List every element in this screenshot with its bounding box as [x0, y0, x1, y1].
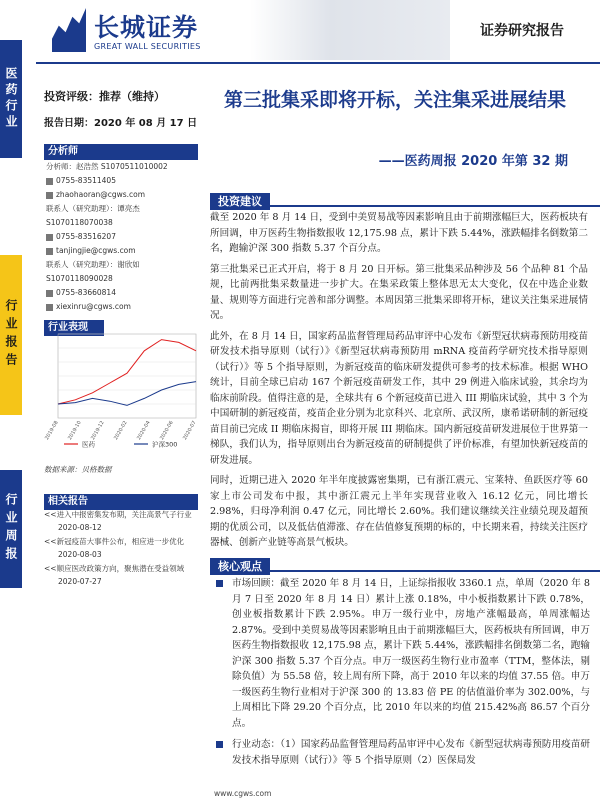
contact-id: S1070118070038 [46, 218, 113, 227]
analyst-info [46, 160, 200, 314]
related-report-item[interactable]: <<顺应医改政策方向，聚焦潜在受益领域 2020-07-27 [44, 564, 185, 586]
chart-svg [44, 330, 200, 450]
core-bullet: 行业动态：（1）国家药品监督管理局药品审评中心发布《新型冠状病毒预防用疫苗研发技术指导原则（试行）》等 5 个指导原则（2）医保局发 [214, 737, 590, 768]
contact-email-2[interactable]: xiexinru@cgws.com [46, 300, 200, 314]
core-bullet: 市场回顾：截至 2020 年 8 月 14 日，上证综指报收 3360.1 点，单周（2020 年 8 月 7 日至 2020 年 8 月 14 日）累计上涨 0.18%，中小板指数累计下跌 0.78%，创业板指数累计下跌 2.95%。申万一级行业中，房地产涨幅最高，单周涨幅达 2.87%。受到中美贸易战等因素影响且由于前期涨幅巨大，医药板块有所回调，申万医药生物指数报收 12,175.98 点，累计下跌 5.44%，涨跌幅排名倒数第二名，跑输沪深 300 指数 5.37 个百分点。申万一级医药生物行业市盈率（TTM，整体法，剔除负值）为 55.58 倍，较上周有所下降，高于 2010 年以来的均值 37.55 倍。申万一级医药生物行业相对于沪深 300 的 13.83 倍 PE 的估值溢价率为 302.00%，与上周相比下降 29.20 个百分点，比 2010 年以来的均值 215.42%高 86.57 个百分点。 [214, 576, 590, 731]
investment-paragraph: 同时，近期已进入 2020 年半年度披露密集期，已有浙江震元、宝莱特、鱼跃医疗等 60 家上市公司发布中报，其中浙江震元上半年实现营业收入 16.12 亿元，同比增长 2.98%，归母净利润 0.47 亿元，同比增长 2.60%。我们建议继续关注业绩兑现及超预期的优质公司，以及低估值滞涨、存在估值修复预期的标的，中长期来看，持续关注医疗器械、创新产业链等高景气板块。 [210, 475, 588, 548]
contact-line: 联系人（研究助理）：谭亮杰 [46, 204, 140, 213]
logo-english-name: GREAT WALL SECURITIES [94, 42, 201, 51]
x-tick-label: 2019-08 [44, 420, 60, 442]
x-tick-label: 2019-10 [67, 420, 83, 442]
analyst-section-header: 分析师 [44, 144, 198, 160]
side-tab-industry-report [0, 255, 22, 415]
investment-body [210, 210, 588, 556]
related-report-item[interactable]: <<新冠疫苗大事件公布，相应进一步优化 2020-08-03 [44, 537, 185, 559]
great-wall-logo-icon [52, 8, 86, 52]
core-bullets [214, 576, 590, 774]
contact-id-2: S1070118090028 [46, 274, 113, 283]
core-section-header: 核心观点 [210, 555, 600, 572]
x-tick-label: 2020-04 [136, 420, 152, 442]
side-tab-industry-weekly [0, 470, 22, 588]
contact-phone: 0755-83516207 [46, 230, 200, 244]
analyst-email[interactable]: zhaohaoran@cgws.com [46, 188, 200, 202]
contact-phone-2: 0755-83660814 [46, 286, 200, 300]
chart-section-header: 行业表现 [44, 320, 104, 336]
side-tab-industry-text: 医药行业 [4, 67, 18, 131]
x-tick-label: 2020-07 [182, 420, 198, 442]
related-section-header: 相关报告 [44, 494, 198, 510]
series-line-0 [58, 340, 196, 404]
email-icon [46, 248, 53, 255]
analyst-line: 分析师：赵浩然 S1070511010002 [46, 162, 168, 171]
contact-email[interactable]: tanjingjie@cgws.com [46, 244, 200, 258]
logo-chinese-name: 长城证券 [94, 13, 199, 42]
contact-line-2: 联系人（研究助理）：谢欣如 [46, 260, 140, 269]
investment-paragraph: 此外，在 8 月 14 日，国家药品监督管理局药品审评中心发布《新型冠状病毒预防用疫苗研发技术指导原则（试行）》《新型冠状病毒预防用 mRNA 疫苗药学研究技术指导原则（试行）》等 5 个指导原则，为新冠疫苗的临床研发提供可参考的技术标准。根据 WHO 统计，目前全球已启动 167 个新冠疫苗研发工作，其中 29 例进入临床试验，其余均为临床前阶段。值得注意的是，全球共有 6 个新冠疫苗已进入 III 期临床试验，其中 3 个为中国研制的新冠疫苗，疫苗企业分别为北京科兴、北京所、武汉所，康希诺研制的新冠疫苗目前已完成 II 期临床揭盲，即将开展 III 期临床。国内新冠疫苗研发进展位于世界第一梯队，我们认为，指导原则出台为新冠疫苗的研制提供了评价标准，有望加快新冠疫苗的研发进展。 [210, 330, 588, 466]
email-icon [46, 192, 53, 199]
report-header [0, 0, 600, 70]
page-footer [0, 782, 600, 800]
report-subtitle: ——医药周报 2020 年第 32 期 [378, 154, 568, 169]
industry-performance-chart [44, 330, 200, 450]
investment-paragraph: 第三批集采已正式开启，将于 8 月 20 日开标。第三批集采品种涉及 56 个品种 81 个品规，比前两批集采数量进一步扩大。在集采政策上整体思无太大变化，仅在中选企业数量、规则等方面进行完善和部分调整。本周因第三批集采即将开标，建议关注集采进展情况。 [210, 263, 588, 321]
investment-paragraph: 截至 2020 年 8 月 14 日，受到中美贸易战等因素影响且由于前期涨幅巨大，医药板块有所回调，申万医药生物指数报收 12,175.98 点，累计下跌 5.44%，涨跌幅排名倒数第二名，跑输沪深 300 指数 5.37 个百分点。 [210, 212, 588, 254]
email-icon [46, 304, 53, 311]
report-title: 第三批集采即将开标，关注集采进展结果 [223, 89, 566, 111]
side-tab-industry [0, 40, 22, 158]
chart-source: 数据来源：贝格数据 [44, 465, 112, 474]
header-divider [36, 62, 600, 64]
report-date: 报告日期：2020 年 08 月 17 日 [44, 118, 198, 129]
side-tab-industry-weekly-text: 行业周报 [4, 493, 18, 565]
x-tick-label: 2020-02 [113, 420, 129, 442]
phone-icon [46, 290, 53, 297]
related-reports-list [44, 508, 202, 589]
report-type-label: 证券研究报告 [480, 23, 564, 39]
company-logo [52, 6, 232, 60]
investment-rating: 投资评级：推荐（维持） [44, 90, 165, 103]
legend-label: 沪深300 [152, 440, 178, 449]
phone-icon [46, 234, 53, 241]
footer-url[interactable]: www.cgws.com [214, 789, 272, 798]
related-report-item[interactable]: <<进入中报密集发布期，关注高景气子行业 2020-08-12 [44, 510, 192, 532]
analyst-phone: 0755-83511405 [46, 174, 200, 188]
x-tick-label: 2020-06 [159, 420, 175, 442]
phone-icon [46, 178, 53, 185]
legend-label: 医药 [82, 440, 95, 449]
x-tick-label: 2019-12 [90, 420, 106, 442]
series-line-1 [58, 382, 196, 406]
investment-section-header: 投资建议 [210, 190, 600, 207]
side-tab-industry-report-text: 行业报告 [4, 299, 18, 371]
great-wall-banner-image [250, 0, 450, 60]
